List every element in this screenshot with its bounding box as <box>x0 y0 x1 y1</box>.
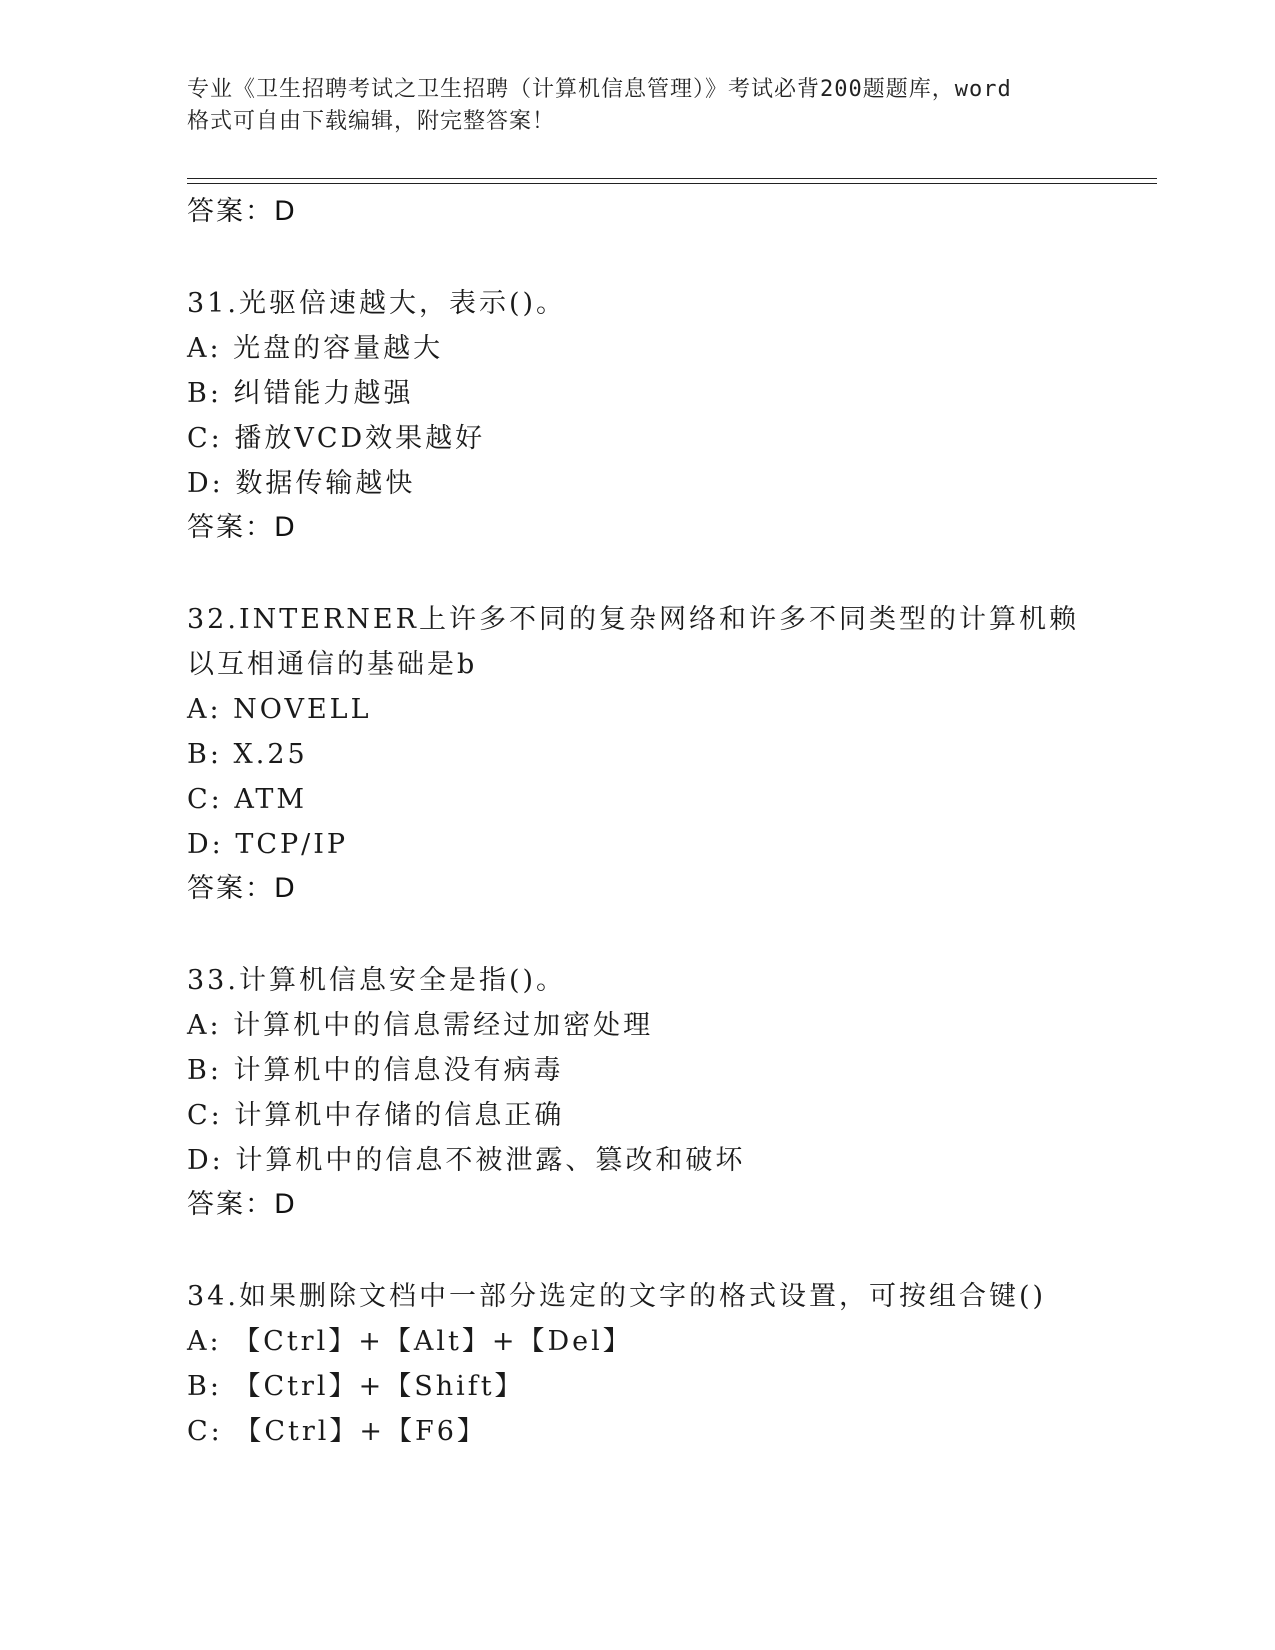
question-block <box>187 1274 1147 1454</box>
question-stem: 34.如果删除文档中一部分选定的文字的格式设置，可按组合键() <box>187 1281 1047 1312</box>
header-rule-top <box>187 178 1157 179</box>
answer-line: 答案：D <box>187 1189 297 1220</box>
option-b: B: 纠错能力越强 <box>187 378 414 409</box>
spacer <box>187 913 1147 958</box>
option-c: C: 播放VCD效果越好 <box>187 423 486 454</box>
option-c: C: ATM <box>187 784 308 815</box>
question-block <box>187 281 1147 552</box>
option-d: D: 数据传输越快 <box>187 468 416 499</box>
header-line-2: 格式可自由下载编辑，附完整答案！ <box>187 109 556 134</box>
option-a: A: NOVELL <box>187 694 372 725</box>
option-a: A: 计算机中的信息需经过加密处理 <box>187 1010 654 1041</box>
question-stem: 32.INTERNER上许多不同的复杂网络和许多不同类型的计算机赖以互相通信的基础是b <box>187 604 1079 680</box>
document-body <box>187 190 1147 1454</box>
question-stem: 33.计算机信息安全是指()。 <box>187 965 567 996</box>
question-block <box>187 958 1147 1229</box>
option-b: B: 【Ctrl】+【Shift】 <box>187 1371 525 1402</box>
spacer <box>187 552 1147 597</box>
option-a: A: 光盘的容量越大 <box>187 333 444 364</box>
question-stem: 31.光驱倍速越大，表示()。 <box>187 288 567 319</box>
answer-line: 答案：D <box>187 873 297 904</box>
option-d: D: 计算机中的信息不被泄露、篡改和破坏 <box>187 1145 746 1176</box>
header-rule-bottom <box>187 183 1157 184</box>
header-line-1: 专业《卫生招聘考试之卫生招聘（计算机信息管理）》考试必背200题题库，word <box>187 77 1012 102</box>
option-c: C: 计算机中存储的信息正确 <box>187 1100 565 1131</box>
option-b: B: 计算机中的信息没有病毒 <box>187 1055 564 1086</box>
answer-line: 答案：D <box>187 196 297 227</box>
option-c: C: 【Ctrl】+【F6】 <box>187 1416 487 1447</box>
spacer <box>187 1229 1147 1274</box>
answer-line: 答案：D <box>187 512 297 543</box>
option-a: A: 【Ctrl】+【Alt】+【Del】 <box>187 1326 633 1357</box>
document-header <box>187 74 1087 138</box>
question-block <box>187 597 1147 913</box>
option-b: B: X.25 <box>187 739 308 770</box>
option-d: D: TCP/IP <box>187 829 349 860</box>
spacer <box>187 236 1147 281</box>
